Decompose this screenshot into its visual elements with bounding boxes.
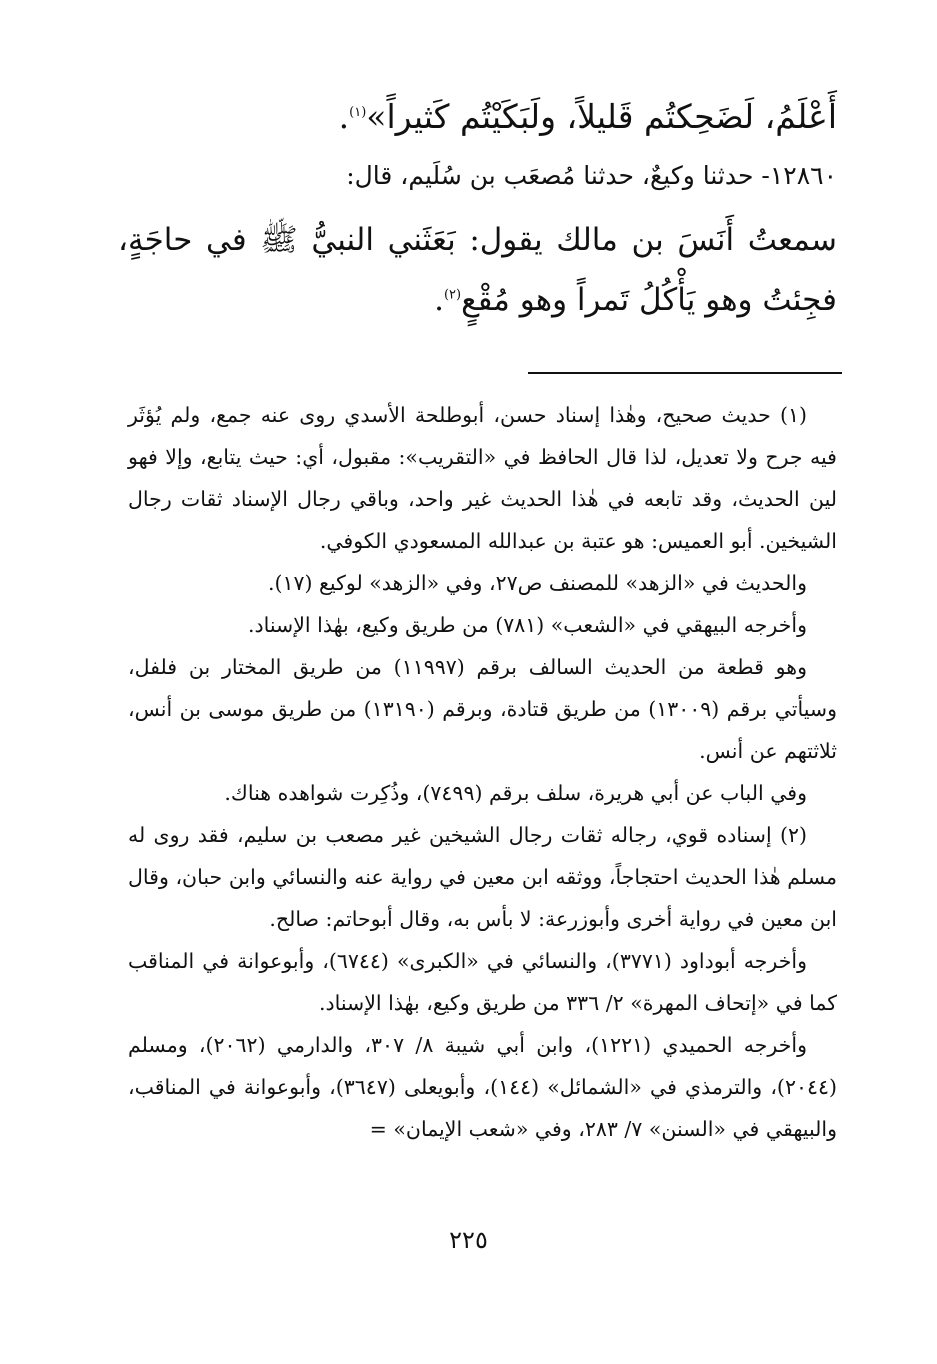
- footnote-2: (٢) إسناده قوي، رجاله ثقات رجال الشيخين غير مصعب بن سليم، فقد روى له مسلم هٰذا الحديث احتجاجاً، ووثقه ابن معين في رواية عنه والنسائي وابن حبان، وقال ابن معين في رواية أخرى وأبوزرعة: لا بأس به، وقال أبوحاتم: صالح.: [128, 823, 837, 931]
- footnote-2-humaydi: وأخرجه الحميدي (١٢٢١)، وابن أبي شيبة ٨/ ٣٠٧، والدارمي (٢٠٦٢)، ومسلم (٢٠٤٤)، والترمذي في «الشمائل» (١٤٤)، وأبويعلى (٣٦٤٧)، وأبوعوانة في المناقب، والبيهقي في «السنن» ٧/ ٢٨٣، وفي «شعب الإيمان» =: [128, 1033, 837, 1141]
- hadith-period: .: [434, 282, 444, 318]
- footnote-separator: [528, 372, 842, 374]
- footnotes: [128, 394, 837, 1150]
- hadith-ending-period: .: [338, 97, 350, 136]
- footnote-1-bayhaqi: وأخرجه البيهقي في «الشعب» (٧٨١) من طريق وكيع، بهٰذا الإسناد.: [247, 613, 807, 637]
- footnote-ref-2: (٢): [443, 287, 462, 303]
- footnote-1: (١) حديث صحيح، وهٰذا إسناد حسن، أبوطلحة الأسدي روى عنه جمع، ولم يُؤثَر فيه جرح ولا تعديل، لذا قال الحافظ في «التقريب»: مقبول، أي: حيث يتابع، وإلا فهو لين الحديث، وقد تابعه في هٰذا الحديث غير واحد، وباقي رجال الإسناد ثقات رجال الشيخين. أبو العميس: هو عتبة بن عبدالله المسعودي الكوفي.: [128, 403, 837, 553]
- hadith-ending-line: [118, 92, 837, 142]
- footnote-1-related: وهو قطعة من الحديث السالف برقم (١١٩٩٧) من طريق المختار بن فلفل، وسيأتي برقم (١٣٠٠٩) من طريق قتادة، وبرقم (١٣١٩٠) من طريق موسى بن أنس، ثلاثتهم عن أنس.: [128, 655, 837, 763]
- hadith-text: [118, 210, 837, 330]
- hadith-body: سمعتُ أَنَسَ بن مالك يقول: بَعَثَني النبيُّ ﷺ في حاجَةٍ، فجِئتُ وهو يَأْكُلُ تَمراً وهو مُقْعٍ: [118, 222, 837, 318]
- footnote-1-chapter: وفي الباب عن أبي هريرة، سلف برقم (٧٤٩٩)، وذُكِرت شواهده هناك.: [224, 781, 807, 805]
- hadith-chain-line: ١٢٨٦٠- حدثنا وكيعٌ، حدثنا مُصعَب بن سُلَيم، قال:: [346, 161, 837, 190]
- main-text: [118, 92, 837, 330]
- footnote-2-abudawud: وأخرجه أبوداود (٣٧٧١)، والنسائي في «الكبرى» (٦٧٤٤)، وأبوعوانة في المناقب كما في «إتحاف المهرة» ٢/ ٣٣٦ من طريق وكيع، بهٰذا الإسناد.: [128, 949, 837, 1015]
- footnote-1-zuhd: والحديث في «الزهد» للمصنف ص٢٧، وفي «الزهد» لوكيع (١٧).: [267, 571, 807, 595]
- page-number: ٢٢٥: [449, 1226, 488, 1254]
- footnote-ref-1: (١): [349, 105, 367, 120]
- hadith-ending-text: أَعْلَمُ، لَضَحِكتُم قَليلاً، ولَبَكَيْتُم كَثيراً»: [366, 97, 837, 136]
